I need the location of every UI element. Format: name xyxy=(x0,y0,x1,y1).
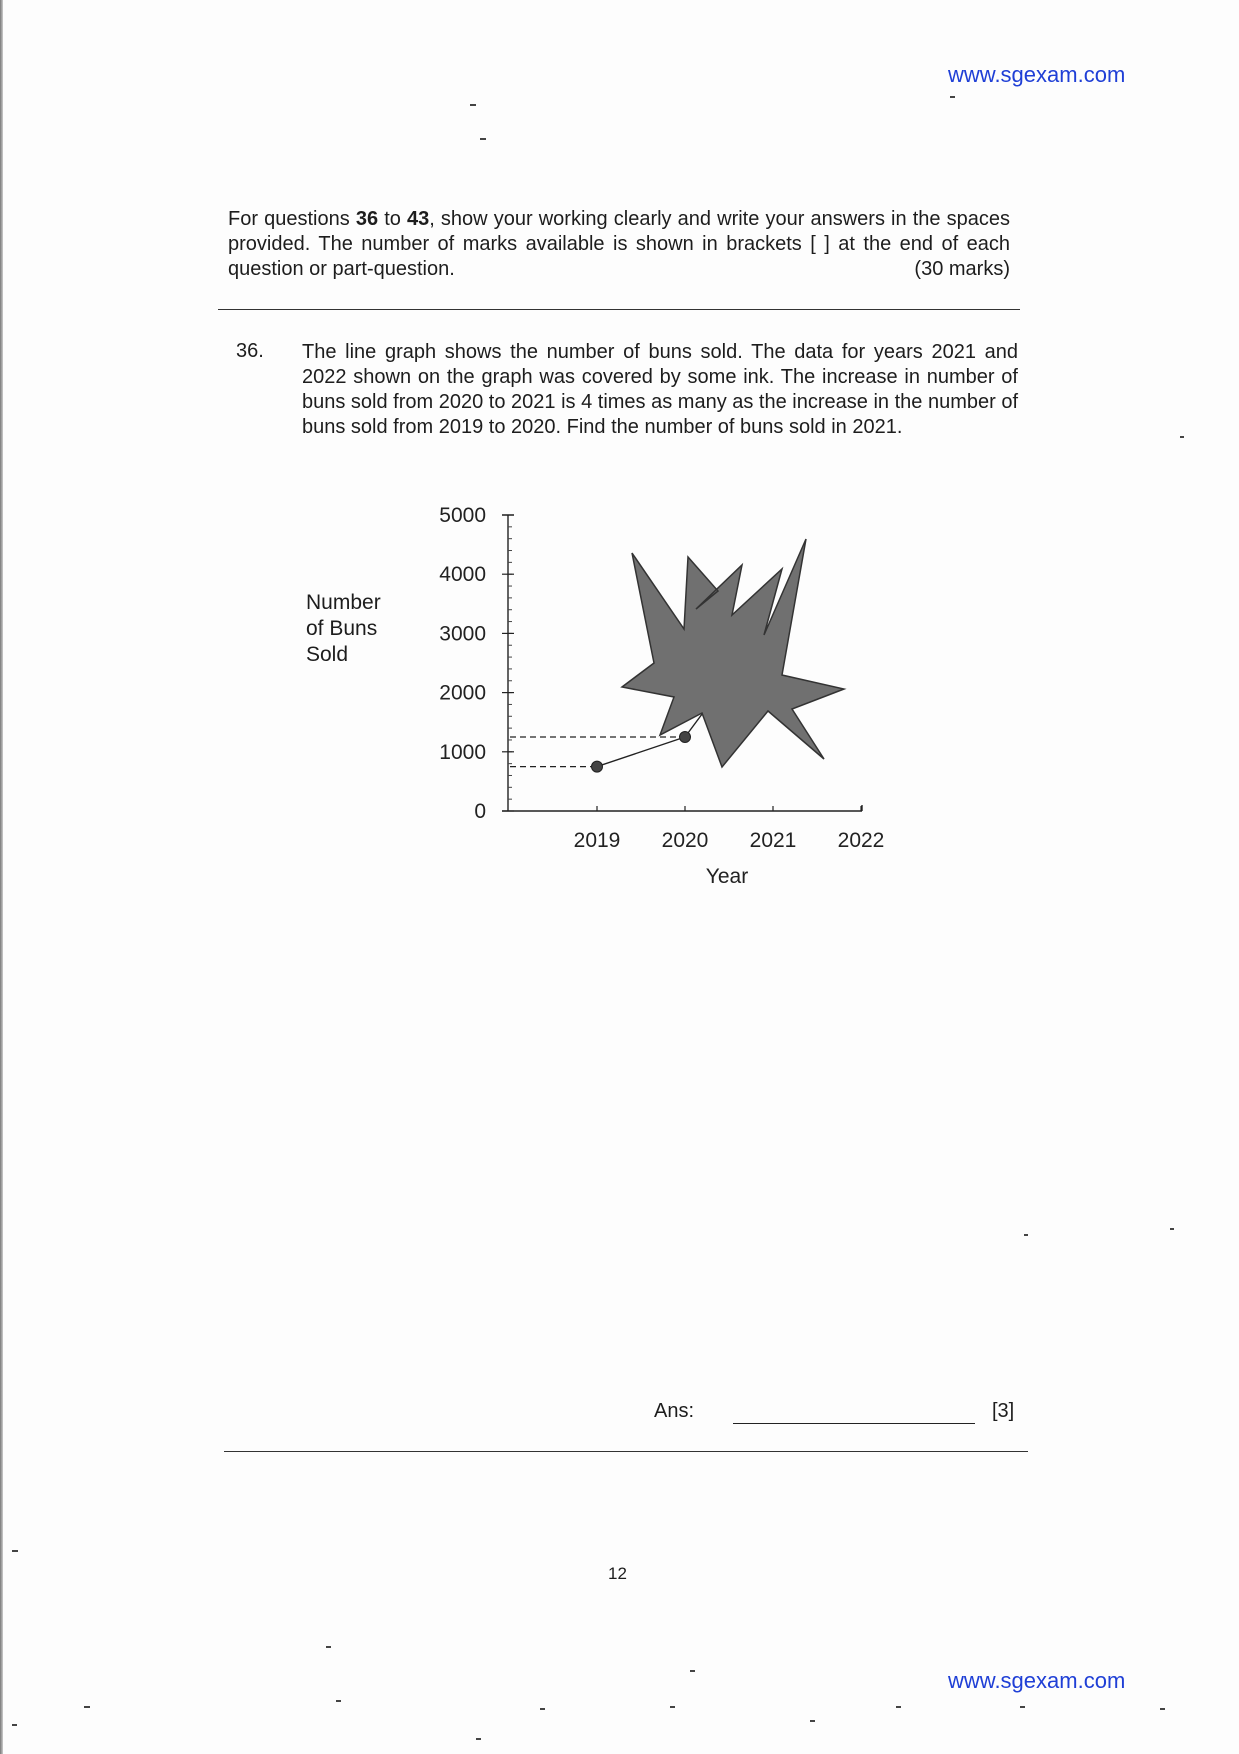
scan-speck xyxy=(1180,436,1184,438)
scan-speck xyxy=(84,1706,90,1708)
instructions xyxy=(228,207,1010,282)
header-site-link[interactable]: www.sgexam.com xyxy=(948,62,1126,87)
series-line xyxy=(597,737,685,767)
scan-speck xyxy=(810,1720,815,1722)
total-marks: (30 marks) xyxy=(914,258,1010,280)
scan-speck xyxy=(1024,1234,1028,1236)
scan-speck xyxy=(896,1706,901,1708)
scan-edge xyxy=(0,0,3,1754)
x-tick-label: 2020 xyxy=(661,829,709,852)
scan-speck xyxy=(690,1670,695,1672)
ylabel-line-3: Sold xyxy=(306,643,349,666)
x-axis-title: Year xyxy=(705,865,749,888)
instructions-post: , show your working clearly and write your answers in the spaces provided. The number of marks available is shown in brackets [ ] at the end of each question or part-question. xyxy=(228,208,1011,280)
scan-speck xyxy=(1160,1708,1165,1710)
footer-site-link[interactable]: www.sgexam.com xyxy=(948,1668,1126,1693)
scan-speck xyxy=(470,104,476,106)
scan-speck xyxy=(670,1706,675,1708)
top-divider xyxy=(218,309,1020,310)
line-chart xyxy=(280,495,940,905)
y-tick-label: 2000 xyxy=(439,681,486,705)
instructions-pre: For questions xyxy=(228,208,356,230)
question-start: 36 xyxy=(355,208,379,230)
page-number: 12 xyxy=(608,1564,627,1583)
bottom-divider xyxy=(224,1451,1028,1452)
x-tick-label: 2022 xyxy=(837,829,885,852)
scan-speck xyxy=(326,1646,331,1648)
y-tick-label: 1000 xyxy=(439,740,486,764)
scan-speck xyxy=(12,1724,17,1726)
answer-marks: [3] xyxy=(992,1400,1015,1422)
scan-speck xyxy=(480,138,486,140)
y-tick-label: 4000 xyxy=(439,563,486,587)
scan-speck xyxy=(540,1708,545,1710)
scan-speck xyxy=(950,96,955,98)
data-point xyxy=(680,732,691,743)
y-tick-label: 0 xyxy=(474,800,486,823)
scan-speck xyxy=(476,1738,481,1740)
ink-blot xyxy=(622,539,844,767)
y-tick-label: 5000 xyxy=(439,504,486,527)
scan-speck xyxy=(12,1550,18,1552)
answer-field[interactable] xyxy=(733,1423,975,1424)
ylabel-line-1: Number xyxy=(306,591,381,614)
x-tick-label: 2021 xyxy=(749,829,797,852)
scan-speck xyxy=(1170,1228,1174,1230)
scan-speck xyxy=(1020,1706,1025,1708)
question-number: 36. xyxy=(236,340,264,362)
y-tick-label: 3000 xyxy=(439,622,486,646)
x-tick-label: 2019 xyxy=(573,829,621,852)
ylabel-line-2: of Buns xyxy=(306,617,378,640)
question-end: 43 xyxy=(407,208,430,230)
scan-speck xyxy=(336,1700,341,1702)
answer-label: Ans: xyxy=(654,1400,695,1422)
instructions-mid: to xyxy=(378,208,407,230)
data-point xyxy=(592,761,603,772)
question-text: The line graph shows the number of buns sold. The data for years 2021 and 2022 shown on the graph was covered by some ink. The increase in number of buns sold from 2020 to 2021 is 4 times as many as the increase in the number of buns sold from 2019 to 2020. Find the number of buns sold in 2021. xyxy=(302,341,1018,438)
